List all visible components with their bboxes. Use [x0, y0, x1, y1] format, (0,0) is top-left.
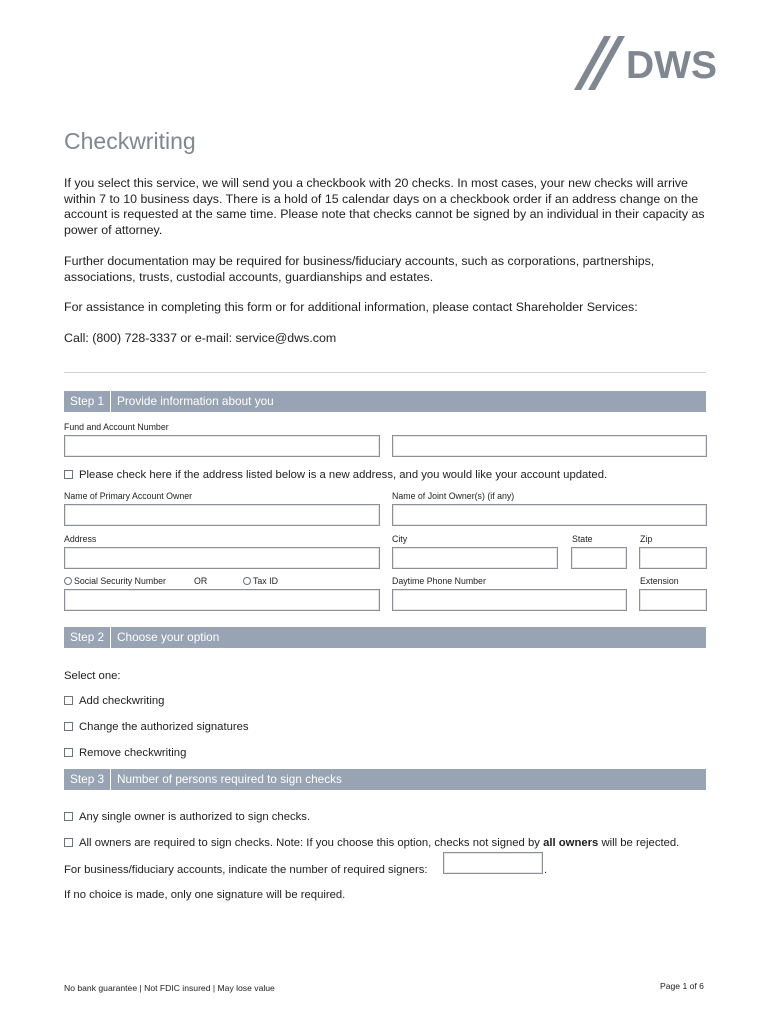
single-owner-checkbox[interactable] — [64, 812, 73, 821]
single-owner-label: Any single owner is authorized to sign checks. — [79, 811, 311, 823]
fund-account-label: Fund and Account Number — [64, 422, 169, 432]
option-single-owner — [64, 810, 310, 824]
fund-number-field[interactable] — [64, 435, 380, 457]
all-owners-label-post: will be rejected. — [598, 837, 680, 849]
phone-label: Daytime Phone Number — [392, 576, 486, 586]
extension-field[interactable] — [639, 589, 707, 611]
step-1-number: Step 1 — [64, 391, 111, 412]
option-remove-checkwriting — [64, 746, 186, 760]
extension-label: Extension — [640, 576, 679, 586]
intro-paragraph-3: For assistance in completing this form or for additional information, please contact Shareholder Services: — [64, 300, 638, 314]
ssn-label: Social Security Number — [74, 576, 166, 586]
all-owners-label-pre: All owners are required to sign checks. Note: If you choose this option, checks not signed by — [79, 837, 544, 849]
ssn-taxid-field[interactable] — [64, 589, 380, 611]
new-address-label: Please check here if the address listed below is a new address, and you would like your account updated. — [79, 469, 608, 481]
primary-owner-field[interactable] — [64, 504, 380, 526]
step-1-header — [64, 391, 706, 412]
taxid-label: Tax ID — [253, 576, 278, 586]
taxid-option[interactable] — [243, 576, 278, 587]
account-number-field[interactable] — [392, 435, 707, 457]
add-checkwriting-checkbox[interactable] — [64, 696, 73, 705]
divider — [64, 372, 706, 373]
step-2-header — [64, 627, 706, 648]
address-field[interactable] — [64, 547, 380, 569]
step-3-header — [64, 769, 706, 790]
step-3-title: Number of persons required to sign checks — [117, 772, 342, 786]
zip-label: Zip — [640, 534, 653, 544]
remove-checkwriting-checkbox[interactable] — [64, 748, 73, 757]
option-all-owners — [64, 836, 679, 850]
city-label: City — [392, 534, 408, 544]
step-2-title: Choose your option — [117, 630, 220, 644]
state-field[interactable] — [571, 547, 627, 569]
zip-field[interactable] — [639, 547, 707, 569]
new-address-row — [64, 468, 607, 482]
option-label: Add checkwriting — [79, 695, 165, 707]
contact-line: Call: (800) 728-3337 or e-mail: service@dws.com — [64, 331, 337, 345]
required-signers-field[interactable] — [443, 852, 543, 874]
ssn-option[interactable] — [64, 576, 166, 587]
option-label: Change the authorized signatures — [79, 721, 249, 733]
step-3-number: Step 3 — [64, 769, 111, 790]
select-one-label: Select one: — [64, 670, 121, 682]
joint-owner-field[interactable] — [392, 504, 707, 526]
taxid-radio[interactable] — [243, 577, 251, 585]
step-1-title: Provide information about you — [117, 394, 274, 408]
change-signatures-checkbox[interactable] — [64, 722, 73, 731]
all-owners-label-bold: all owners — [543, 837, 599, 849]
option-add-checkwriting — [64, 694, 164, 708]
address-label: Address — [64, 534, 97, 544]
all-owners-checkbox[interactable] — [64, 838, 73, 847]
joint-owner-label: Name of Joint Owner(s) (if any) — [392, 491, 515, 501]
or-label: OR — [194, 576, 208, 586]
no-choice-note: If no choice is made, only one signature will be required. — [64, 889, 346, 901]
page-title: Checkwriting — [64, 128, 196, 154]
option-label: Remove checkwriting — [79, 747, 187, 759]
phone-field[interactable] — [392, 589, 627, 611]
dws-logo-text: DWS — [626, 44, 717, 87]
step-2-number: Step 2 — [64, 627, 111, 648]
intro-paragraph-1: If you select this service, we will send you a checkbook with 20 checks. In most cases, your new checks will arrive within 7 to 10 business days. There is a hold of 15 calendar days on a checkbook order if an address change on the account is requested at the same time. Please note that checks cannot be signed by an individual in their capacity as power of attorney. — [64, 176, 705, 237]
signers-label: For business/fiduciary accounts, indicate the number of required signers: — [64, 864, 428, 876]
page-number: Page 1 of 6 — [660, 981, 704, 991]
state-label: State — [572, 534, 593, 544]
city-field[interactable] — [392, 547, 558, 569]
primary-owner-label: Name of Primary Account Owner — [64, 491, 193, 501]
intro-paragraph-2: Further documentation may be required for business/fiduciary accounts, such as corporations, partnerships, associations, trusts, custodial accounts, guardianships and estates. — [64, 254, 655, 284]
footer-disclaimer: No bank guarantee | Not FDIC insured | May lose value — [64, 983, 275, 993]
signers-period: . — [544, 864, 548, 876]
ssn-radio[interactable] — [64, 577, 72, 585]
option-change-signatures — [64, 720, 249, 734]
new-address-checkbox[interactable] — [64, 470, 73, 479]
